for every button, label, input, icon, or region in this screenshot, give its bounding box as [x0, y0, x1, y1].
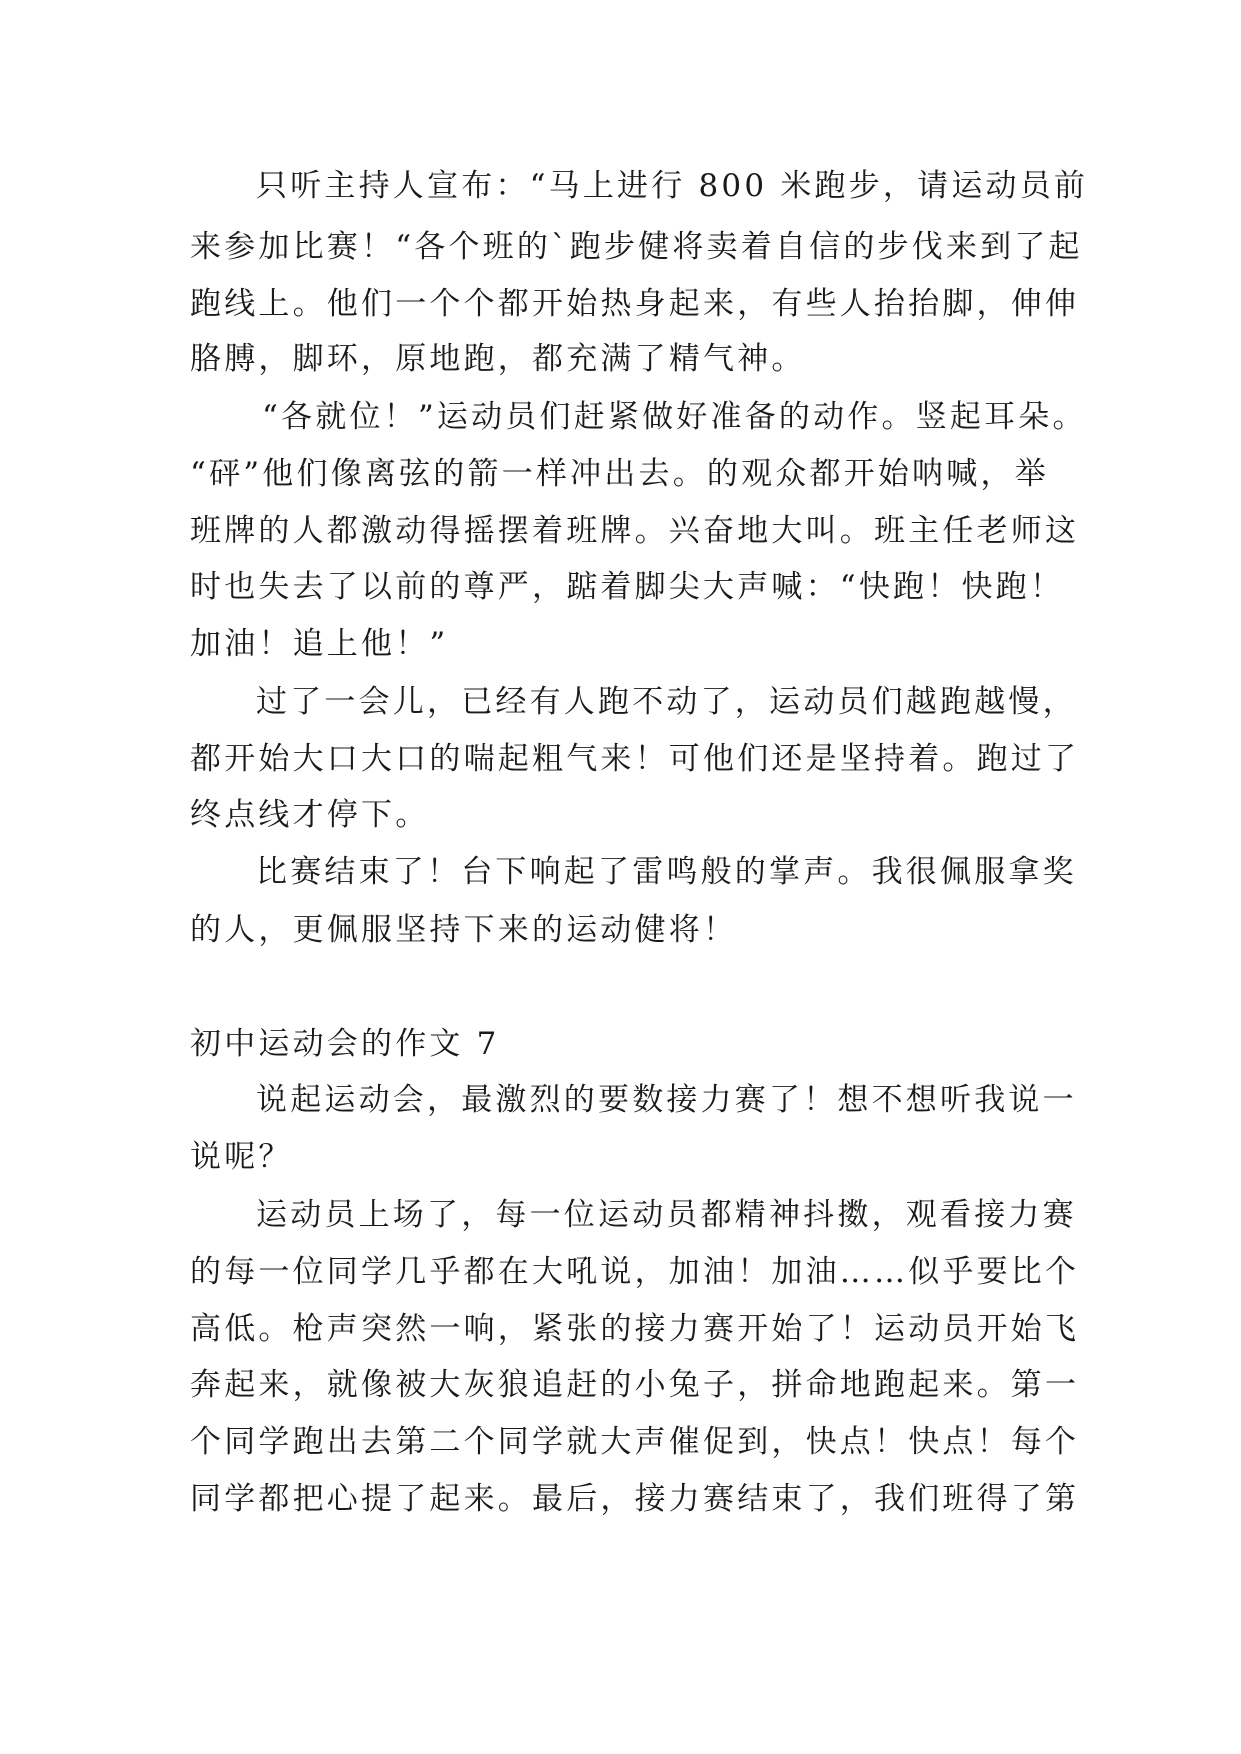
- paragraph-2-line-4: 时也失去了以前的尊严，踮着脚尖大声喊：“快跑！快跑！: [190, 569, 1065, 605]
- paragraph-1-line-4: 胳膊，脚环，原地跑，都充满了精气神。: [190, 341, 806, 377]
- paragraph-3-line-3: 终点线才停下。: [190, 797, 430, 833]
- paragraph-6-line-4: 奔起来，就像被大灰狼追赶的小兔子，拼命地跑起来。第一: [190, 1367, 1080, 1403]
- paragraph-2-line-1: “各就位！”运动员们赶紧做好准备的动作。竖起耳朵。: [262, 399, 1087, 435]
- paragraph-6-line-5: 个同学跑出去第二个同学就大声催促到，快点！快点！每个: [190, 1424, 1080, 1460]
- section-heading: 初中运动会的作文 7: [190, 1026, 500, 1062]
- paragraph-2-line-2: “砰”他们像离弦的箭一样冲出去。的观众都开始呐喊，举: [190, 456, 1049, 492]
- paragraph-6-line-3: 高低。枪声突然一响，紧张的接力赛开始了！运动员开始飞: [190, 1311, 1080, 1347]
- paragraph-6-line-2: 的每一位同学几乎都在大吼说，加油！加油……似乎要比个: [190, 1254, 1080, 1290]
- paragraph-5-line-1: 说起运动会，最激烈的要数接力赛了！想不想听我说一: [256, 1082, 1077, 1118]
- paragraph-6-line-1: 运动员上场了，每一位运动员都精神抖擞，观看接力赛: [256, 1197, 1077, 1233]
- paragraph-2-line-5: 加油！追上他！”: [190, 626, 449, 662]
- paragraph-6-line-6: 同学都把心提了起来。最后，接力赛结束了，我们班得了第: [190, 1481, 1080, 1517]
- paragraph-1-line-2: 来参加比赛！“各个班的`跑步健将卖着自信的步伐来到了起: [190, 229, 1083, 265]
- paragraph-5-line-2: 说呢？: [190, 1139, 293, 1175]
- paragraph-1-line-3: 跑线上。他们一个个都开始热身起来，有些人抬抬脚，伸伸: [190, 286, 1080, 322]
- paragraph-3-line-2: 都开始大口大口的喘起粗气来！可他们还是坚持着。跑过了: [190, 741, 1080, 777]
- paragraph-2-line-3: 班牌的人都激动得摇摆着班牌。兴奋地大叫。班主任老师这: [190, 513, 1080, 549]
- paragraph-3-line-1: 过了一会儿，已经有人跑不动了，运动员们越跑越慢，: [256, 684, 1077, 720]
- paragraph-1-line-1: 只听主持人宣布：“马上进行 800 米跑步，请运动员前: [256, 168, 1089, 204]
- paragraph-4-line-2: 的人，更佩服坚持下来的运动健将！: [190, 912, 738, 948]
- paragraph-4-line-1: 比赛结束了！台下响起了雷鸣般的掌声。我很佩服拿奖: [256, 854, 1077, 890]
